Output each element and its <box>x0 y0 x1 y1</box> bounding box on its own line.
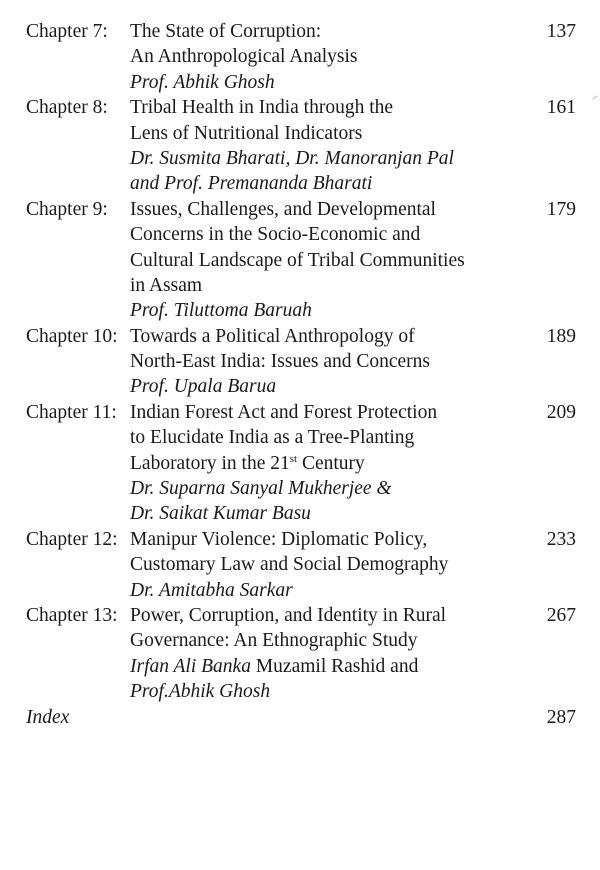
chapter-author: Dr. Saikat Kumar Basu <box>130 503 311 525</box>
chapter-label: Chapter 13: <box>26 604 118 626</box>
table-of-contents <box>26 19 576 730</box>
chapter-title-line <box>130 451 576 476</box>
chapter-author: Prof.Abhik Ghosh <box>130 681 271 703</box>
chapter-author: Dr. Suparna Sanyal Mukherjee & <box>130 478 392 500</box>
page-number: 189 <box>546 325 576 347</box>
chapter-author: Prof. Abhik Ghosh <box>130 71 275 93</box>
page-number: 137 <box>546 21 576 42</box>
index-label: Index <box>26 706 70 728</box>
author-name: Muzamil Rashid and <box>250 655 419 677</box>
chapter-author: Dr. Susmita Bharati, Dr. Manoranjan Pal <box>130 147 454 169</box>
chapter-author <box>130 654 576 679</box>
chapter-title-line: Indian Forest Act and Forest Protection <box>130 401 438 423</box>
page-number: 179 <box>546 198 576 220</box>
page-number: 267 <box>546 604 576 626</box>
chapter-title-line: Cultural Landscape of Tribal Communities <box>130 249 465 271</box>
chapter-label: Chapter 7: <box>26 21 108 42</box>
toc-entry-index[interactable] <box>26 705 576 730</box>
chapter-title-line: Customary Law and Social Demography <box>130 554 449 576</box>
chapter-title-line: The State of Corruption: <box>130 21 322 42</box>
page-number: 233 <box>546 528 576 550</box>
page-number: 161 <box>546 97 576 119</box>
chapter-title-line: Lens of Nutritional Indicators <box>130 122 363 144</box>
chapter-title-line: in Assam <box>130 274 203 296</box>
page-number: 287 <box>546 706 576 728</box>
chapter-title-line: Governance: An Ethnographic Study <box>130 630 418 652</box>
ordinal-suffix: st <box>289 452 298 465</box>
chapter-title-line: An Anthropological Analysis <box>130 46 358 68</box>
chapter-label: Chapter 10: <box>26 325 118 347</box>
chapter-title-line: to Elucidate India as a Tree-Planting <box>130 427 415 449</box>
page-number: 209 <box>546 401 576 423</box>
toc-entry-chapter-11[interactable] <box>26 400 576 527</box>
toc-entry-chapter-13[interactable] <box>26 603 576 705</box>
chapter-author: Prof. Upala Barua <box>130 376 277 398</box>
title-text: Laboratory in the 21 <box>130 452 290 474</box>
toc-entry-chapter-10[interactable] <box>26 324 576 400</box>
chapter-title-line: Tribal Health in India through the <box>130 97 394 119</box>
chapter-label: Chapter 11: <box>26 401 117 423</box>
author-name: Irfan Ali Banka <box>130 655 251 677</box>
title-text: Century <box>297 452 365 474</box>
chapter-title-line: Manipur Violence: Diplomatic Policy, <box>130 528 428 550</box>
toc-entry-chapter-9[interactable] <box>26 197 576 324</box>
chapter-author: Prof. Tiluttoma Baruah <box>130 300 312 322</box>
toc-entry-chapter-7[interactable] <box>26 19 576 95</box>
stray-mark <box>592 95 597 99</box>
chapter-title-line: Concerns in the Socio-Economic and <box>130 224 421 246</box>
toc-entry-chapter-8[interactable] <box>26 95 576 197</box>
chapter-label: Chapter 12: <box>26 528 118 550</box>
chapter-author: and Prof. Premananda Bharati <box>130 173 373 195</box>
chapter-title-line: North-East India: Issues and Concerns <box>130 351 431 373</box>
toc-entry-chapter-12[interactable] <box>26 527 576 603</box>
chapter-label: Chapter 8: <box>26 97 108 119</box>
chapter-label: Chapter 9: <box>26 198 108 220</box>
chapter-title-line: Power, Corruption, and Identity in Rural <box>130 604 447 626</box>
chapter-author: Dr. Amitabha Sarkar <box>130 579 293 601</box>
chapter-title-line: Towards a Political Anthropology of <box>130 325 415 347</box>
chapter-title-line: Issues, Challenges, and Developmental <box>130 198 436 220</box>
